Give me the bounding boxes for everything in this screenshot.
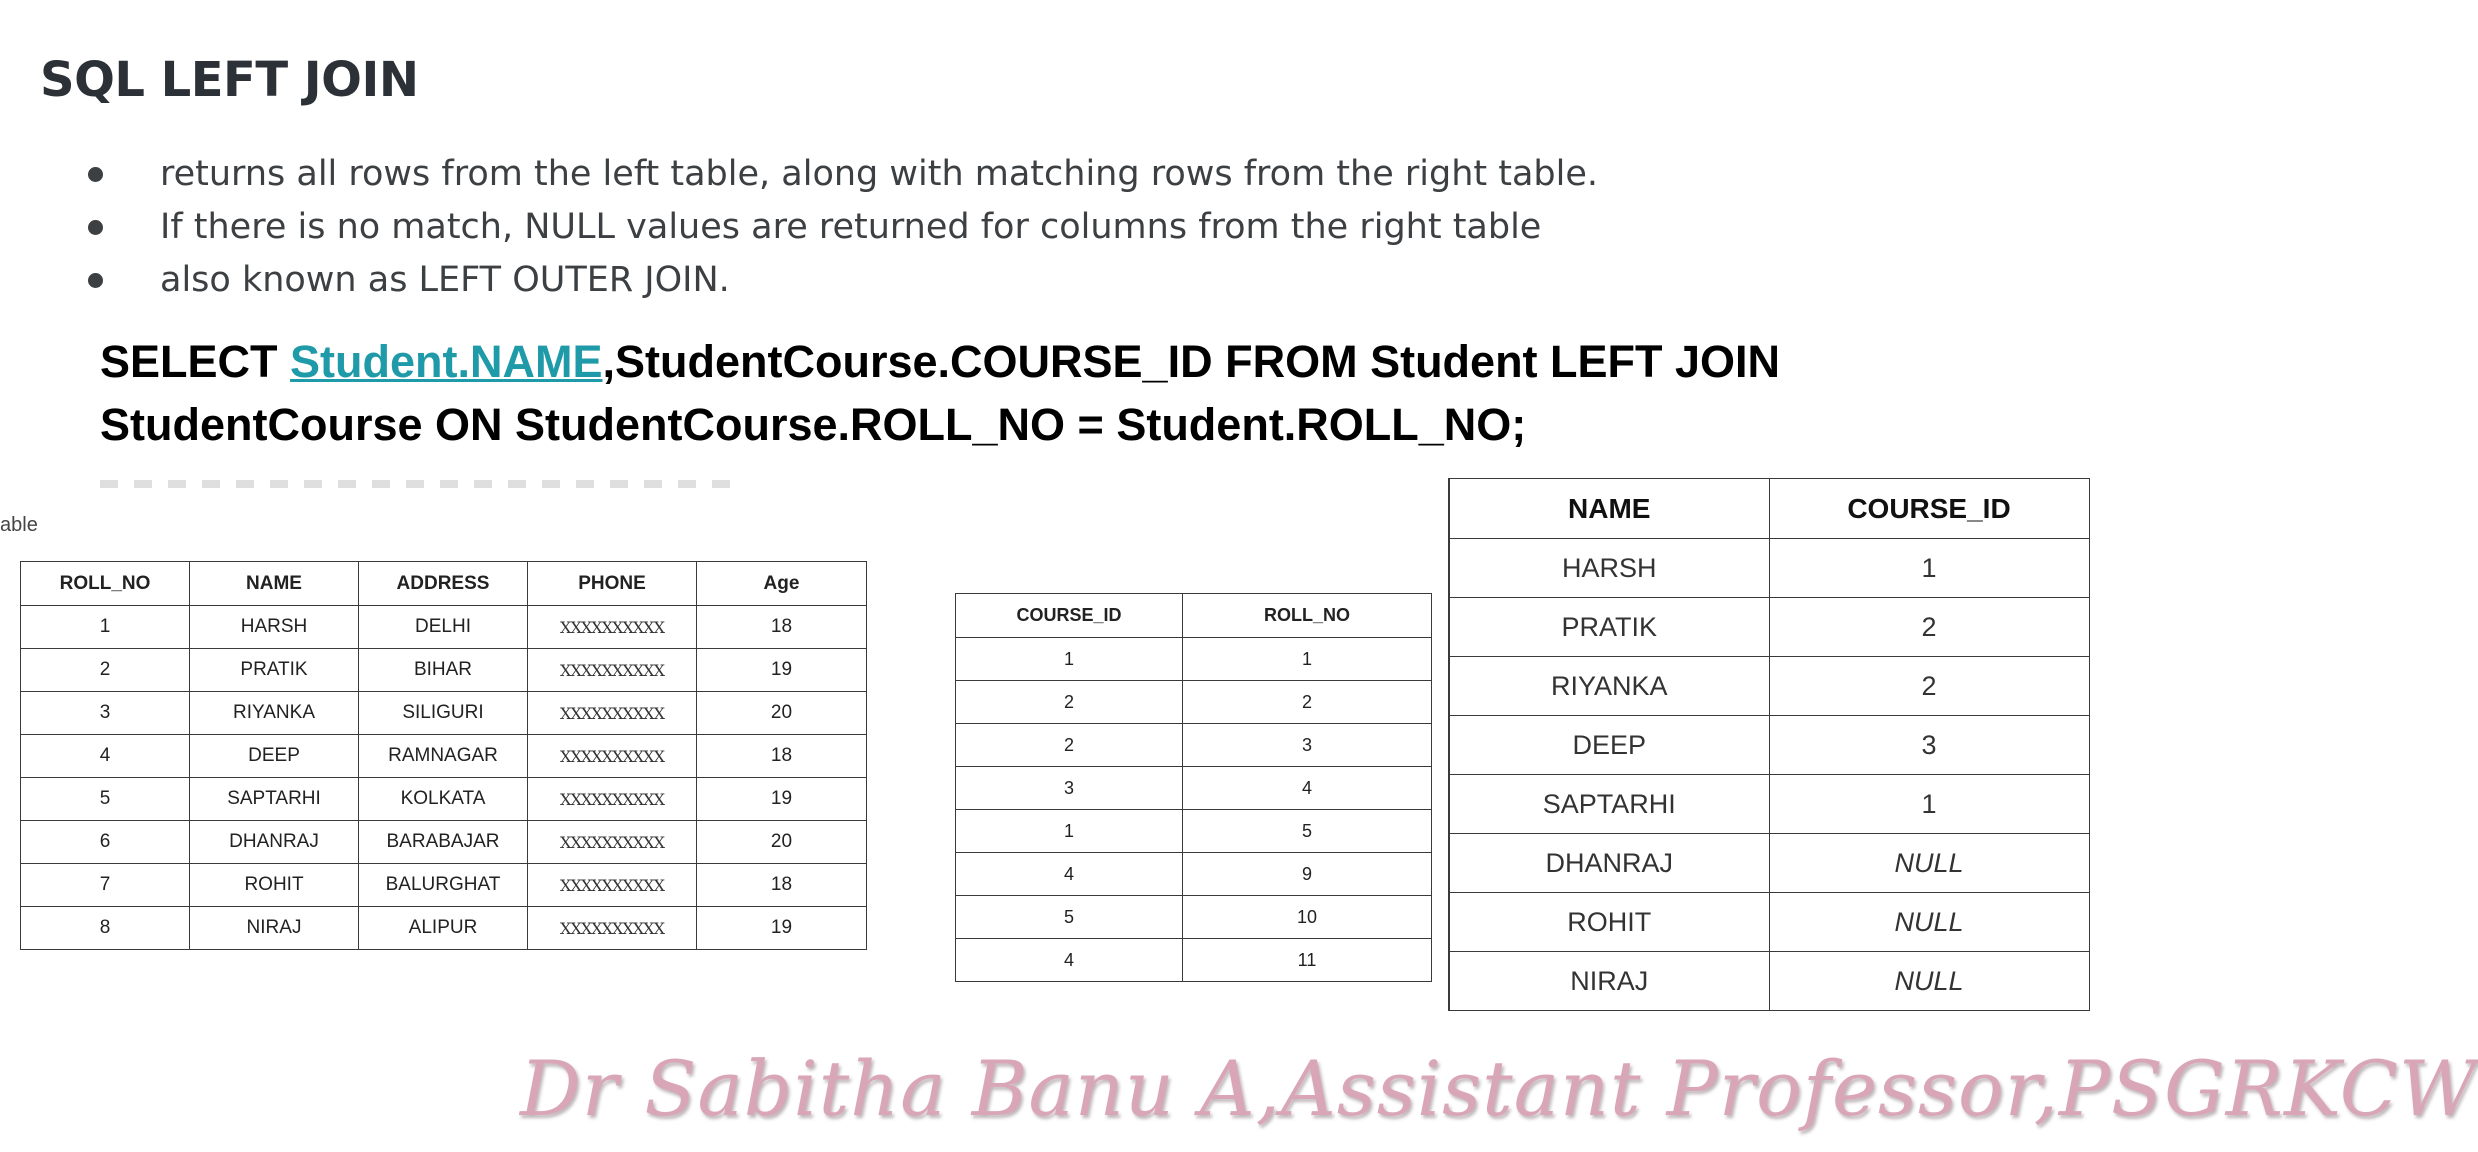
table-row (21, 692, 867, 735)
table-cell: 3 (21, 692, 190, 735)
table-cell: 9 (1183, 853, 1432, 896)
bullet-text: returns all rows from the left table, along with matching rows from the right table. (160, 154, 1598, 194)
column-header: ADDRESS (359, 562, 528, 606)
table-cell: XXXXXXXXXX (528, 606, 697, 649)
table-row (1449, 657, 2089, 716)
table-header-row (956, 594, 1432, 638)
table-cell: NIRAJ (190, 907, 359, 950)
table-cell: 2 (21, 649, 190, 692)
table-cell: XXXXXXXXXX (528, 692, 697, 735)
table-cell: XXXXXXXXXX (528, 864, 697, 907)
bullet-item (86, 201, 1598, 254)
author-watermark: Dr Sabitha Banu A,Assistant Professor,PSGRKCW (520, 1044, 2478, 1133)
column-header: PHONE (528, 562, 697, 606)
table-cell: RIYANKA (190, 692, 359, 735)
table-cell: XXXXXXXXXX (528, 778, 697, 821)
table-cell: XXXXXXXXXX (528, 735, 697, 778)
table-cell: 20 (697, 692, 867, 735)
table-cell: XXXXXXXXXX (528, 907, 697, 950)
table-cell: RIYANKA (1449, 657, 1769, 716)
table-row (956, 896, 1432, 939)
table-row (21, 864, 867, 907)
slide-title: SQL LEFT JOIN (40, 52, 419, 108)
table-cell: 2 (1769, 657, 2089, 716)
table-row (956, 810, 1432, 853)
table-cell: 10 (1183, 896, 1432, 939)
table-row (21, 821, 867, 864)
table-cell: 19 (697, 649, 867, 692)
table-cell: ROHIT (1449, 893, 1769, 952)
table-cell: 3 (956, 767, 1183, 810)
table-cell: PRATIK (1449, 598, 1769, 657)
table-cell: 4 (21, 735, 190, 778)
bullet-dot-icon (88, 220, 103, 235)
table-cell: 5 (956, 896, 1183, 939)
table-cell: 5 (21, 778, 190, 821)
table-row (1449, 775, 2089, 834)
table-cell: ROHIT (190, 864, 359, 907)
table-cell: 2 (956, 724, 1183, 767)
table-cell: SAPTARHI (190, 778, 359, 821)
table-cell: 20 (697, 821, 867, 864)
table-cell: 4 (956, 853, 1183, 896)
table-cell: DEEP (1449, 716, 1769, 775)
null-cell: NULL (1769, 834, 2089, 893)
table-cell: 19 (697, 907, 867, 950)
student-course-table (955, 593, 1432, 982)
table-cell: 2 (1769, 598, 2089, 657)
student-name-link[interactable]: Student.NAME (290, 336, 603, 387)
table-cell: 18 (697, 735, 867, 778)
table-header-row (1449, 479, 2089, 539)
table-cell: 3 (1183, 724, 1432, 767)
table-row (1449, 834, 2089, 893)
table-cell: 8 (21, 907, 190, 950)
cropped-caption-remnant (100, 480, 740, 488)
table-cell: BARABAJAR (359, 821, 528, 864)
column-header: ROLL_NO (1183, 594, 1432, 638)
table-cell: PRATIK (190, 649, 359, 692)
column-header: NAME (190, 562, 359, 606)
table-cell: 18 (697, 606, 867, 649)
table-cell: 1 (1769, 539, 2089, 598)
table-row (956, 939, 1432, 982)
table-cell: HARSH (1449, 539, 1769, 598)
column-header: Age (697, 562, 867, 606)
column-header: ROLL_NO (21, 562, 190, 606)
null-cell: NULL (1769, 952, 2089, 1011)
table-cell: BALURGHAT (359, 864, 528, 907)
bullet-list (86, 148, 1598, 307)
table-cell: RAMNAGAR (359, 735, 528, 778)
table-row (956, 681, 1432, 724)
table-cell: DHANRAJ (190, 821, 359, 864)
table-row (956, 853, 1432, 896)
sql-query-line-1 (100, 330, 1780, 393)
column-header: NAME (1449, 479, 1769, 539)
column-header: COURSE_ID (1769, 479, 2089, 539)
table-cell: 1 (956, 810, 1183, 853)
table-row (1449, 952, 2089, 1011)
table-row (956, 724, 1432, 767)
table-cell: 11 (1183, 939, 1432, 982)
table-cell: ALIPUR (359, 907, 528, 950)
table-row (21, 735, 867, 778)
table-row (1449, 539, 2089, 598)
table-cell: XXXXXXXXXX (528, 821, 697, 864)
table-cell: SILIGURI (359, 692, 528, 735)
table-row (956, 767, 1432, 810)
bullet-text: also known as LEFT OUTER JOIN. (160, 260, 730, 300)
sql-query-line-1-rest: ,StudentCourse.COURSE_ID FROM Student LEFT JOIN (602, 336, 1781, 387)
table-cell: 1 (1183, 638, 1432, 681)
table-cell: 1 (956, 638, 1183, 681)
table-cell: DHANRAJ (1449, 834, 1769, 893)
table-cell: 2 (1183, 681, 1432, 724)
table-row (21, 778, 867, 821)
cropped-table-label: able (0, 514, 38, 536)
bullet-dot-icon (88, 167, 103, 182)
table-cell: 19 (697, 778, 867, 821)
table-cell: 3 (1769, 716, 2089, 775)
table-cell: HARSH (190, 606, 359, 649)
table-row (1449, 893, 2089, 952)
table-cell: XXXXXXXXXX (528, 649, 697, 692)
table-cell: SAPTARHI (1449, 775, 1769, 834)
sql-query (100, 330, 1780, 456)
bullet-text: If there is no match, NULL values are returned for columns from the right table (160, 207, 1542, 247)
table-row (21, 606, 867, 649)
table-cell: 7 (21, 864, 190, 907)
bullet-dot-icon (88, 273, 103, 288)
table-header-row (21, 562, 867, 606)
bullet-item (86, 254, 1598, 307)
table-cell: DELHI (359, 606, 528, 649)
table-cell: 2 (956, 681, 1183, 724)
table-row (21, 649, 867, 692)
table-cell: NIRAJ (1449, 952, 1769, 1011)
table-cell: 18 (697, 864, 867, 907)
student-table (20, 561, 867, 950)
table-cell: 5 (1183, 810, 1432, 853)
table-row (1449, 716, 2089, 775)
column-header: COURSE_ID (956, 594, 1183, 638)
table-row (21, 907, 867, 950)
table-cell: 4 (1183, 767, 1432, 810)
table-cell: 1 (1769, 775, 2089, 834)
table-cell: BIHAR (359, 649, 528, 692)
left-join-result-table (1448, 478, 2090, 1011)
table-cell: 6 (21, 821, 190, 864)
null-cell: NULL (1769, 893, 2089, 952)
table-cell: 1 (21, 606, 190, 649)
bullet-item (86, 148, 1598, 201)
sql-query-line-2: StudentCourse ON StudentCourse.ROLL_NO = Student.ROLL_NO; (100, 399, 1527, 450)
table-row (1449, 598, 2089, 657)
table-cell: 4 (956, 939, 1183, 982)
sql-select-keyword: SELECT (100, 336, 291, 387)
table-cell: KOLKATA (359, 778, 528, 821)
table-cell: DEEP (190, 735, 359, 778)
table-row (956, 638, 1432, 681)
